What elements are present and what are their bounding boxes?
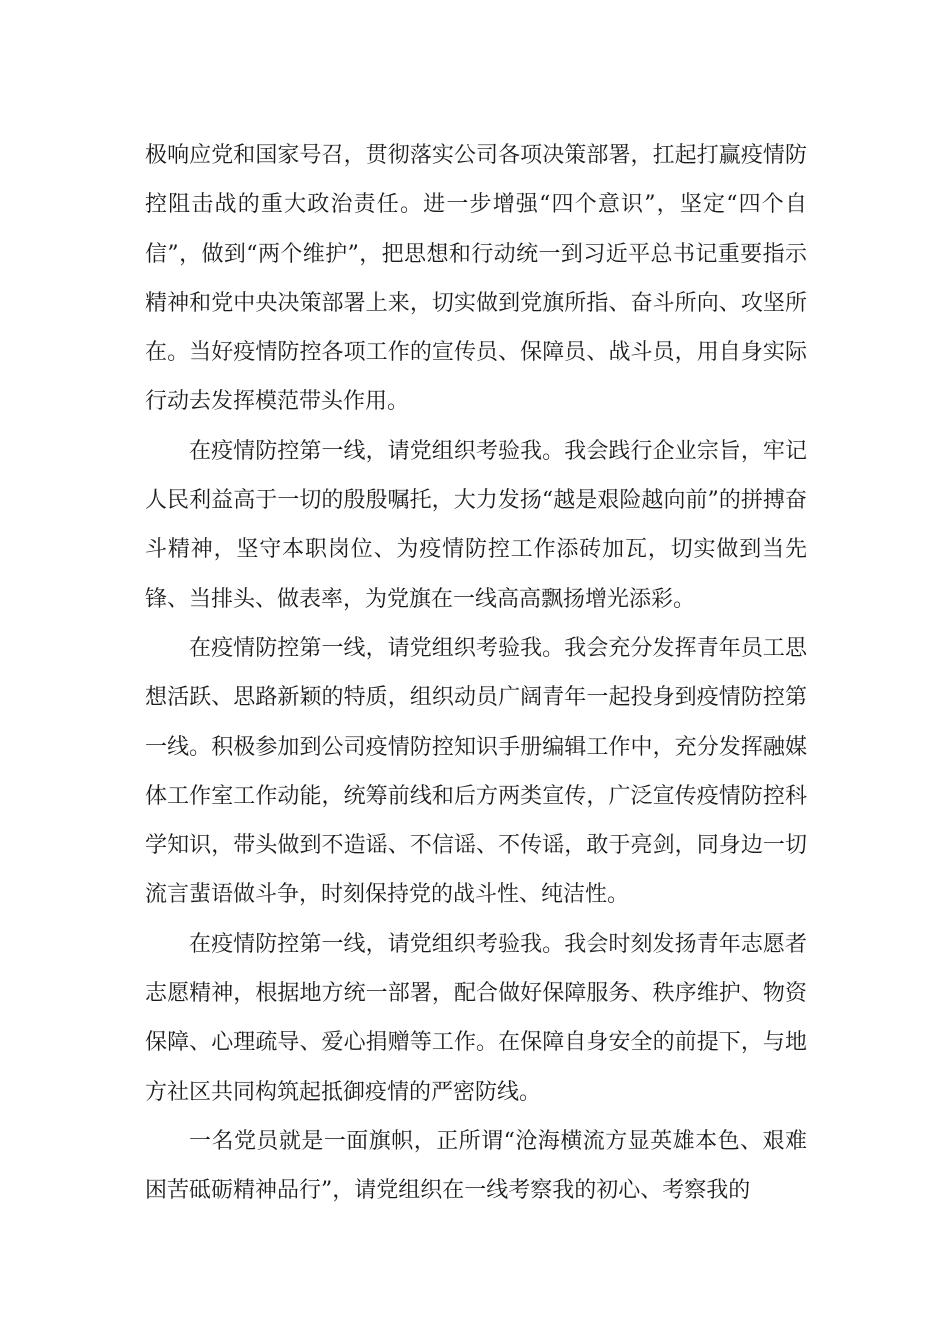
paragraph-4: 在疫情防控第一线，请党组织考验我。我会时刻发扬青年志愿者志愿精神，根据地方统一部署，配合做好保障服务、秩序维护、物资保障、心理疏导、爱心捐赠等工作。在保障自身安全的前提下，与地方社区共同构筑起抵御疫情的严密防线。 <box>145 931 807 1105</box>
document-body <box>145 131 807 1216</box>
paragraph-1: 极响应党和国家号召，贯彻落实公司各项决策部署，扛起打赢疫情防控阻击战的重大政治责任。进一步增强“四个意识”，坚定“四个自信”，做到“两个维护”，把思想和行动统一到习近平总书记重要指示精神和党中央决策部署上来，切实做到党旗所指、奋斗所向、攻坚所在。当好疫情防控各项工作的宣传员、保障员、战斗员，用自身实际行动去发挥模范带头作用。 <box>145 143 807 415</box>
paragraph-5: 一名党员就是一面旗帜，正所谓“沧海横流方显英雄本色、艰难困苦砥砺精神品行”，请党组织在一线考察我的初心、考察我的 <box>145 1128 807 1204</box>
paragraph-2: 在疫情防控第一线，请党组织考验我。我会践行企业宗旨，牢记人民利益高于一切的殷殷嘱托，大力发扬“越是艰险越向前”的拼搏奋斗精神，坚守本职岗位、为疫情防控工作添砖加瓦，切实做到当先锋、当排头、做表率，为党旗在一线高高飘扬增光添彩。 <box>145 438 807 612</box>
paragraph-3: 在疫情防控第一线，请党组织考验我。我会充分发挥青年员工思想活跃、思路新颖的特质，组织动员广阔青年一起投身到疫情防控第一线。积极参加到公司疫情防控知识手册编辑工作中，充分发挥融媒体工作室工作动能，统筹前线和后方两类宣传，广泛宣传疫情防控科学知识，带头做到不造谣、不信谣、不传谣，敢于亮剑，同身边一切流言蜚语做斗争，时刻保持党的战斗性、纯洁性。 <box>145 635 807 908</box>
